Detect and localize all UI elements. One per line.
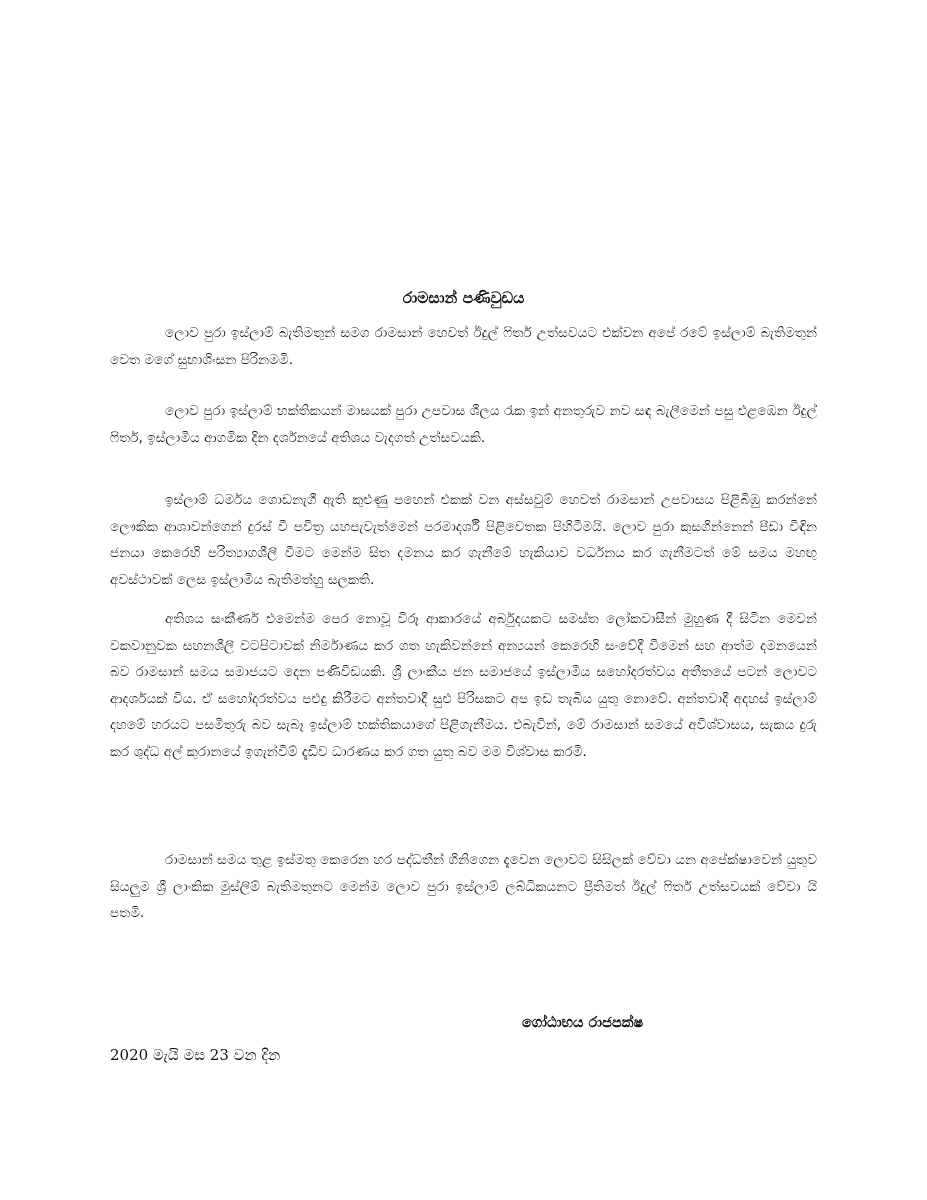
document-date: 2020 මැයි මස 23 වන දින xyxy=(110,1046,281,1064)
signature-name: ගෝඨාභය රාජපක්ෂ xyxy=(522,1015,644,1031)
paragraph-ramadan-fasting: ඉස්ලාම් ධර්මය ගොඩනැගී ඇති කුළුණු පහෙන් එකක් වන අස්සවුම් හෙවත් රාමසාන් උපවාසය පිළිබිඹු කරන්නේ ලෞකික ආශාවන්ගෙන් දුරස් වී පවිත්‍ර යහපැවැත්මෙන් පරමාදර්ශී පිළිවෙතක පිහිටීමයි. ලොව පුරා කුසගින්නෙන් පීඩා විඳින ජනයා කෙරෙහි පරිත්‍යාගශීලී වීමට මෙන්ම සිත දමනය කර ගැනීමේ හැකියාව වර්ධනය කර ගැනීමටත් මේ සමය මහඟු අවස්ථාවක් ලෙස ඉස්ලාමීය බැතිමත්හු සලකති. xyxy=(110,492,817,588)
document-title: රාමසාන් පණිවුඩය xyxy=(402,289,525,307)
paragraph-eid-significance: ලොව පුරා ඉස්ලාම් භක්තිකයන් මාසයක් පුරා උපවාස ශීලය රැක ඉන් අනතුරුව නව සඳ බැලීමෙන් පසු එළඹෙන ඊදුල් ෆිතර්, ඉස්ලාමීය ආගමික දින දර්ශනයේ අතිශය වැදගත් උත්සවයකි. xyxy=(110,403,817,446)
paragraph-crisis-message: අතිශය සංකීර්ණ එමෙන්ම පෙර නොවූ විරූ ආකාරයේ අර්බුදයකට සමස්ත ලෝකවාසීන් මුහුණ දී සිටින මෙවන් වකවානුවක සහනශීලී වටපිටාවක් නිර්මාණය කර ගත හැකිවන්නේ අන්‍යයන් කෙරෙහි සංවේදී වීමෙන් සහ ආත්ම දමනයෙන් බව රාමසාන් සමය සමාජයට දෙන පණිවිඩයකි. ශ්‍රී ලාංකීය ජන සමාජයේ ඉස්ලාමීය සහෝදරත්වය අතීතයේ පටන් ලොවට ආදර්ශයක් විය. ඒ සහෝදරත්වය පළුදු කිරීමට අන්තවාදී සුළු පිරිසකට අප ඉඩ තැබිය යුතු නොවේ. අන්තවාදී අදහස් ඉස්ලාම් දහමේ හරයට පසමිතුරු බව සැබෑ ඉස්ලාම් භක්තිකයාගේ පිළිගැනීමය. එබැවින්, මේ රාමසාන් සමයේ අවිශ්වාසය, සැකය දුරු කර ශුද්ධ අල් කුරානයේ ඉගැන්වීම් දැඩිව ධාරණය කර ගත යුතු බව මම විශ්වාස කරමි. xyxy=(110,611,817,760)
paragraph-greeting: ලොව පුරා ඉස්ලාම් බැතිමතුන් සමග රාමසාන් හෙවත් ඊදුල් ෆිතර් උත්සවයට එක්වන අපේ රටේ ඉස්ලාම් බැතිමතුන් වෙත මගේ සුභාශිංසන පිරිනමමි. xyxy=(110,325,817,368)
paragraph-closing-wishes: රාමසාන් සමය තුළ ඉස්මතු කෙරෙන හර පද්ධතීන් ගිනිගෙන දැවෙන ලොවට සිසිලක් වේවා යන අපේක්ෂාවෙන් යුතුව සියලුම ශ්‍රී ලාංකික මුස්ලිම් බැතිමතුනට මෙන්ම ලොව පුරා ඉස්ලාම් ලබ්ධිකයනට ප්‍රීතිමත් ඊදුල් ෆිතර් උත්සවයක් වේවා යි පතමි. xyxy=(110,852,817,922)
